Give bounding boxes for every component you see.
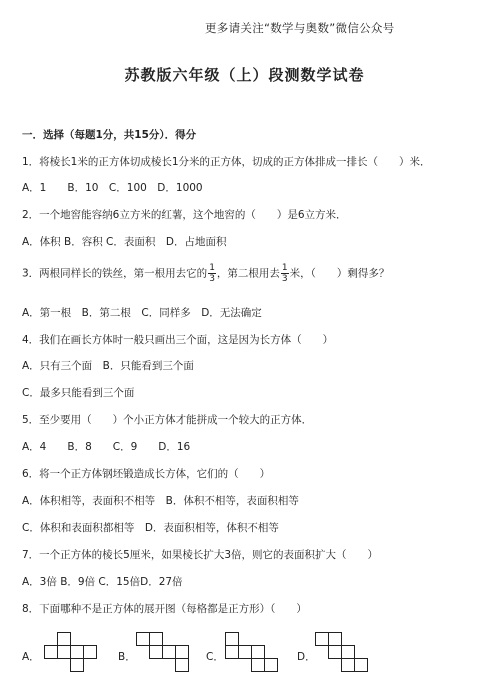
net-square	[226, 646, 239, 659]
net-c-figure	[225, 632, 301, 674]
q6-options-cd: C．体积和表面积都相等 D．表面积相等，体积不相等	[22, 522, 279, 534]
q6-options-ab: A．体积相等，表面积不相等 B．体积不相等，表面积相等	[22, 495, 299, 507]
net-square	[137, 633, 150, 646]
net-square	[342, 646, 355, 659]
net-square	[176, 659, 189, 672]
net-square	[71, 646, 84, 659]
q3-part3: 米，（ ）剩得多？	[289, 267, 390, 280]
net-square	[45, 646, 58, 659]
exam-title: 苏教版六年级（上）段测数学试卷	[124, 66, 365, 84]
question-6: 6．将一个正方体钢坯锻造成长方体，它们的（ ）	[22, 468, 271, 480]
net-a-figure	[44, 632, 120, 674]
q3-fraction-1-denominator: 3	[209, 274, 215, 284]
net-square	[58, 646, 71, 659]
net-d-figure	[315, 632, 391, 674]
question-4: 4．我们在画长方体时一般只画出三个面，这是因为长方体（ ）	[22, 334, 334, 346]
net-d-label: D．	[297, 651, 316, 663]
section-heading: 一．选择（每题1分，共15分）．得分	[22, 129, 197, 141]
question-3	[22, 263, 389, 284]
q3-fraction-1	[208, 263, 216, 284]
question-1: 1．将棱长1米的正方体切成棱长1分米的正方体，切成的正方体排成一排长（ ）米．	[22, 156, 431, 168]
q3-part1: 3．两根同样长的铁丝，第一根用去它的	[22, 267, 208, 280]
q3-part2: ，第二根用去	[216, 267, 280, 280]
q3-fraction-2-denominator: 3	[281, 274, 288, 284]
net-square	[176, 646, 189, 659]
net-square	[71, 659, 84, 672]
net-square	[316, 633, 329, 646]
net-square	[150, 646, 163, 659]
q4-options-ab: A．只有三个面 B．只能看到三个面	[22, 360, 194, 372]
net-square	[329, 646, 342, 659]
q3-fraction-2	[281, 263, 289, 284]
net-a-label: A．	[22, 651, 40, 663]
net-square	[252, 659, 265, 672]
net-square	[84, 646, 97, 659]
q3-fraction-1-numerator: 1	[209, 263, 215, 273]
net-square	[150, 633, 163, 646]
q3-fraction-2-numerator: 1	[281, 263, 288, 273]
q4-option-c: C．最多只能看到三个面	[22, 387, 135, 399]
question-2: 2．一个地窖能容纳6立方米的红薯，这个地窖的（ ）是6立方米．	[22, 209, 347, 221]
q8-cube-nets	[22, 630, 482, 675]
question-7: 7．一个正方体的棱长5厘米，如果棱长扩大3倍，则它的表面积扩大（ ）	[22, 549, 379, 561]
q3-options: A．第一根 B．第二根 C．同样多 D．无法确定	[22, 307, 262, 319]
net-square	[329, 633, 342, 646]
q1-options: A．1 B．10 C．100 D．1000	[22, 182, 203, 194]
net-square	[342, 659, 355, 672]
net-c-label: C．	[206, 651, 224, 663]
q2-options: A．体积 B．容积 C．表面积 D．占地面积	[22, 236, 227, 248]
promo-header: 更多请关注“数学与奥数”微信公众号	[205, 21, 395, 35]
question-8: 8．下面哪种不是正方体的展开图（每格都是正方形）（ ）	[22, 603, 307, 615]
q7-options: A．3倍 B．9倍 C．15倍D．27倍	[22, 576, 183, 588]
net-square	[252, 646, 265, 659]
net-b-figure	[136, 632, 212, 674]
net-square	[226, 633, 239, 646]
net-square	[163, 646, 176, 659]
net-square	[355, 659, 368, 672]
q5-options: A．4 B．8 C．9 D．16	[22, 441, 191, 453]
question-5: 5．至少要用（ ）个小正方体才能拼成一个较大的正方体．	[22, 414, 313, 426]
net-b-label: B．	[118, 651, 136, 663]
net-square	[265, 659, 278, 672]
net-square	[58, 633, 71, 646]
net-square	[239, 646, 252, 659]
